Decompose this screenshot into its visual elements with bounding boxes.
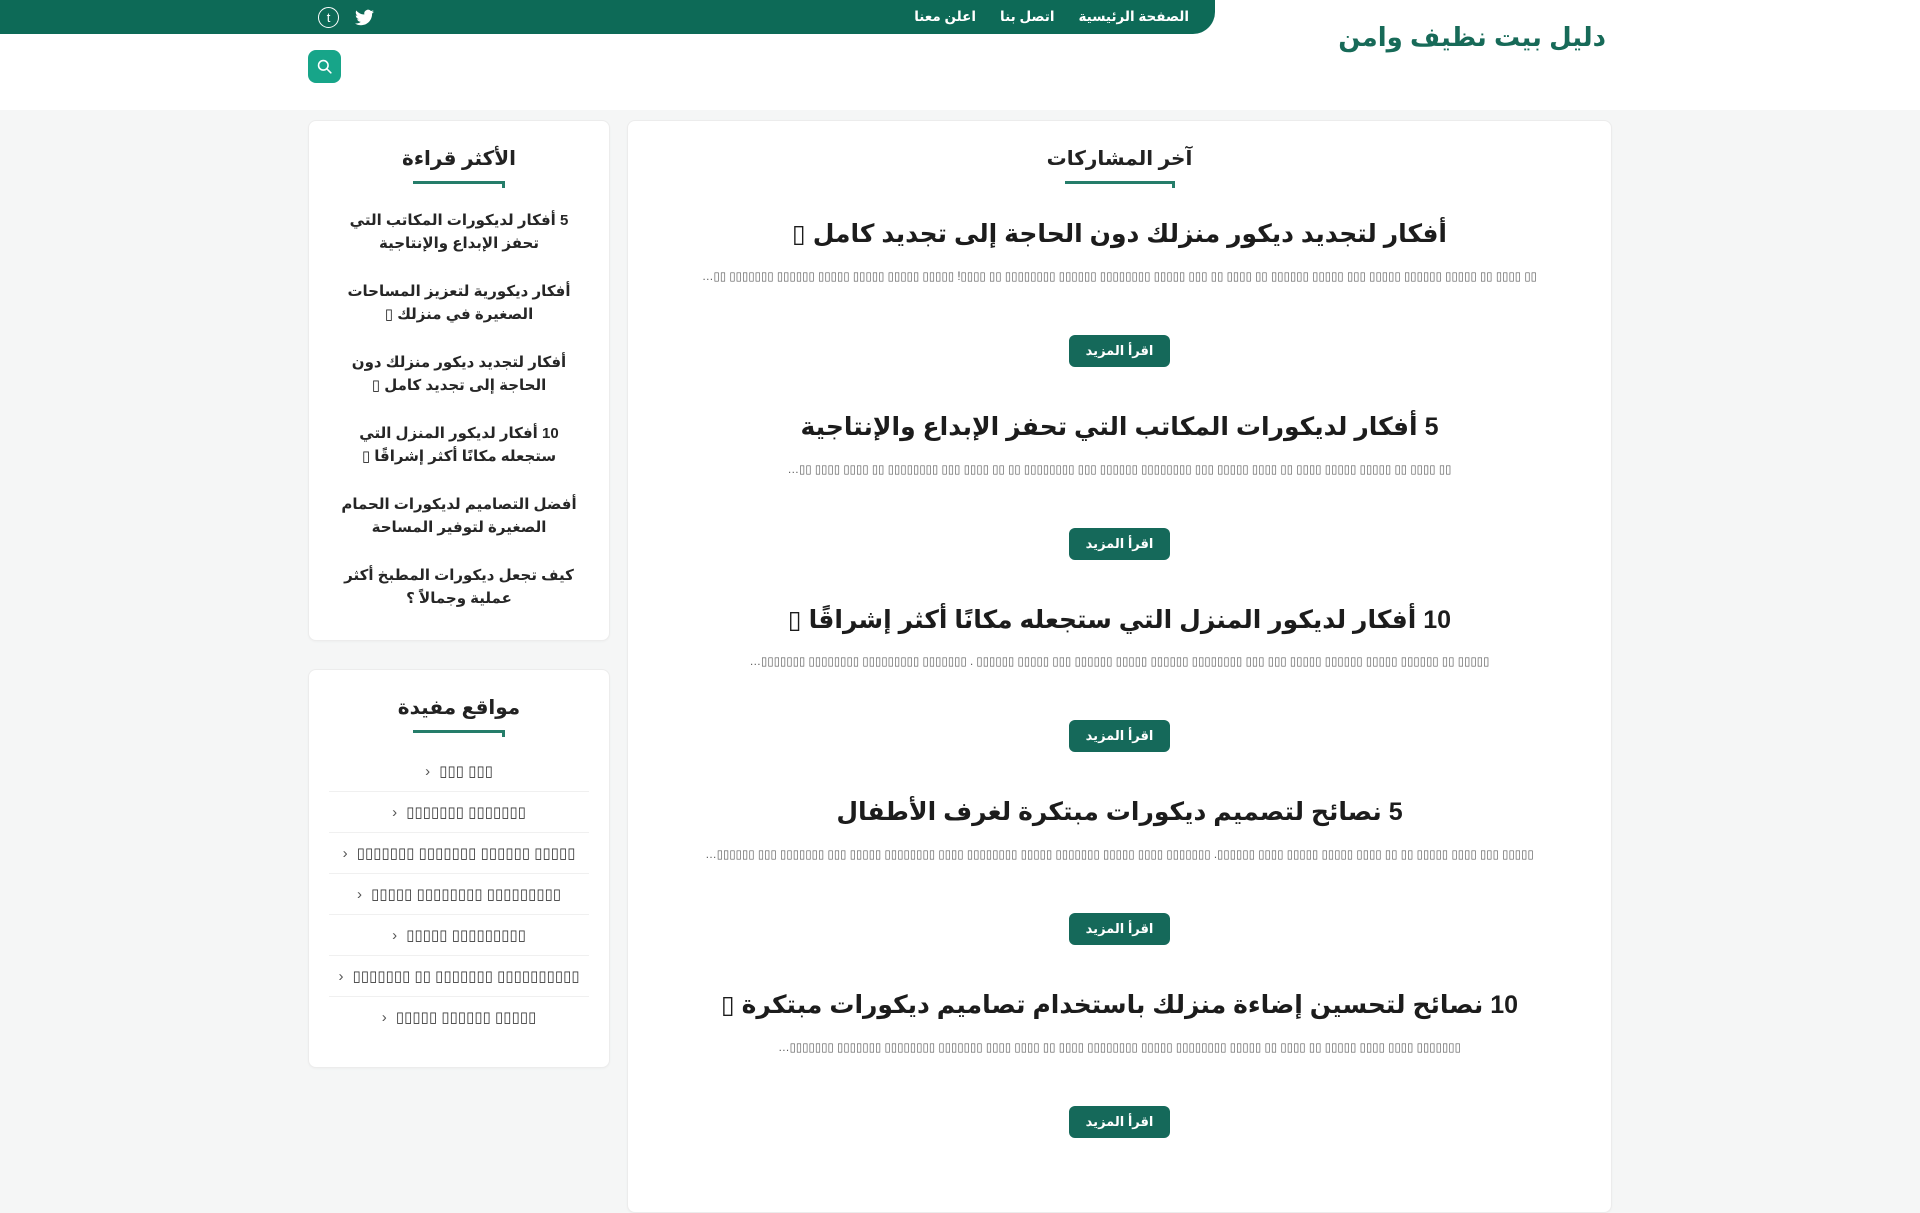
useful-site-link[interactable]	[329, 915, 589, 955]
post-excerpt: ▯▯▯▯▯ ▯▯ ▯▯▯▯▯▯ ▯▯▯▯▯ ▯▯▯▯▯▯ ▯▯▯▯▯ ▯▯▯ ▯▯▯ ▯▯▯▯▯▯▯▯ ▯▯▯▯▯▯ ▯▯▯▯▯ ▯▯▯▯▯▯ ▯▯▯ ▯▯▯▯▯ ▯▯▯▯▯▯ . ▯▯▯▯▯▯▯ ▯▯▯▯▯▯▯▯▯ ▯▯▯▯▯▯▯▯ ▯▯▯▯▯▯▯…	[749, 656, 1490, 669]
useful-sites-list	[329, 751, 589, 1037]
tumblr-icon[interactable]: t	[318, 7, 339, 28]
list-item	[329, 833, 589, 874]
post	[676, 574, 1563, 767]
sidebar	[308, 120, 610, 1068]
read-more-button[interactable]: اقرأ المزيد	[1069, 1106, 1171, 1138]
post	[676, 381, 1563, 574]
chevron-left-icon: ‹	[342, 844, 348, 862]
useful-site-label: ▯▯▯▯▯ ▯▯▯▯▯▯ ▯▯▯▯▯	[395, 1009, 537, 1026]
read-more-button[interactable]: اقرأ المزيد	[1069, 528, 1171, 560]
section-underline	[413, 730, 505, 737]
most-read-link[interactable]: أفكار ديكورية لتعزيز المساحات الصغيرة في منزلك ▯	[347, 283, 571, 323]
read-more-button[interactable]: اقرأ المزيد	[1069, 335, 1171, 367]
post-title[interactable]: أفكار لتجديد ديكور منزلك دون الحاجة إلى تجديد كامل ▯	[791, 220, 1448, 248]
useful-site-link[interactable]	[329, 792, 589, 832]
post-excerpt: ▯▯▯▯▯ ▯▯▯ ▯▯▯▯ ▯▯▯▯▯ ▯▯ ▯▯ ▯▯▯▯ ▯▯▯▯▯ ▯▯▯▯▯ ▯▯▯▯ ▯▯▯▯▯▯. ▯▯▯▯▯▯▯ ▯▯▯▯ ▯▯▯▯▯ ▯▯▯▯▯▯▯ ▯▯▯▯▯ ▯▯▯▯▯▯▯▯ ▯▯▯▯ ▯▯▯▯▯▯▯▯ ▯▯▯▯▯ ▯▯▯ ▯▯▯▯▯▯▯ ▯▯▯ ▯▯▯▯▯▯…	[705, 849, 1534, 861]
most-read-link[interactable]: أفضل التصاميم لديكورات الحمام الصغيرة لتوفير المساحة	[341, 496, 577, 536]
useful-site-label: ▯▯▯▯▯ ▯▯▯▯▯▯ ▯▯▯▯▯▯▯ ▯▯▯▯▯▯▯	[356, 845, 576, 862]
site-header	[0, 0, 1920, 110]
most-read-link[interactable]: أفكار لتجديد ديكور منزلك دون الحاجة إلى تجديد كامل ▯	[351, 354, 567, 394]
chevron-left-icon: ‹	[392, 803, 398, 821]
page-body	[308, 110, 1612, 1213]
chevron-left-icon: ‹	[338, 967, 344, 985]
section-underline	[1065, 181, 1175, 188]
most-read-list	[329, 210, 589, 610]
nav-link-advertise[interactable]: اعلن معنا	[914, 9, 977, 24]
post	[676, 959, 1563, 1152]
search-icon	[315, 57, 334, 76]
post-title[interactable]: 10 أفكار لديكور المنزل التي ستجعله مكانًا أكثر إشراقًا ▯	[787, 605, 1452, 634]
post-title[interactable]: 10 نصائح لتحسين إضاءة منزلك باستخدام تصاميم ديكورات مبتكرة ▯	[720, 991, 1519, 1019]
most-read-link[interactable]: 10 أفكار لديكور المنزل التي ستجعله مكانًا أكثر إشراقًا ▯	[359, 425, 559, 465]
useful-site-link[interactable]	[329, 997, 589, 1037]
useful-site-label: ▯▯▯▯▯▯▯ ▯▯▯▯▯▯▯	[406, 804, 526, 821]
nav-link-contact[interactable]: اتصل بنا	[1000, 9, 1055, 24]
post-title[interactable]: 5 أفكار لديكورات المكاتب التي تحفز الإبداع والإنتاجية	[800, 412, 1439, 441]
useful-site-label: ▯▯▯ ▯▯▯	[439, 763, 493, 780]
useful-sites-section	[308, 669, 610, 1068]
useful-site-label: ▯▯▯▯▯▯▯▯▯▯ ▯▯▯▯▯▯▯ ▯▯ ▯▯▯▯▯▯▯	[352, 968, 580, 985]
most-read-link[interactable]: كيف تجعل ديكورات المطبخ أكثر عملية وجمالاً ؟	[344, 567, 574, 607]
post-excerpt: ▯▯ ▯▯▯▯ ▯▯ ▯▯▯▯▯ ▯▯▯▯▯ ▯▯▯▯ ▯▯ ▯▯▯▯ ▯▯▯▯▯ ▯▯▯ ▯▯▯▯▯▯▯▯ ▯▯▯▯▯▯ ▯▯▯ ▯▯▯▯▯▯▯▯ ▯▯ ▯▯ ▯▯▯▯ ▯▯▯ ▯▯▯▯▯▯▯▯ ▯▯ ▯▯▯▯ ▯▯▯▯ ▯▯…	[787, 463, 1452, 476]
useful-site-link[interactable]	[329, 874, 589, 914]
most-read-section	[308, 120, 610, 641]
chevron-left-icon: ‹	[357, 885, 363, 903]
list-item	[329, 956, 589, 997]
useful-site-link[interactable]	[329, 751, 589, 791]
post	[676, 188, 1563, 381]
latest-posts-title: آخر المشاركات	[1046, 148, 1193, 170]
list-item	[329, 915, 589, 956]
list-item	[329, 874, 589, 915]
post-excerpt: ▯▯ ▯▯▯▯ ▯▯ ▯▯▯▯▯ ▯▯▯▯▯▯ ▯▯▯▯▯ ▯▯▯ ▯▯▯▯▯ ▯▯▯▯▯▯ ▯▯ ▯▯▯▯ ▯▯ ▯▯▯ ▯▯▯▯▯ ▯▯▯▯▯▯▯▯ ▯▯▯▯▯▯ ▯▯▯▯▯▯▯▯ ▯▯ ▯▯▯▯! ▯▯▯▯▯ ▯▯▯▯▯ ▯▯▯▯▯ ▯▯▯▯▯ ▯▯▯▯▯▯ ▯▯▯▯▯▯▯ ▯▯…	[702, 270, 1537, 283]
post	[676, 766, 1563, 959]
list-item	[329, 792, 589, 833]
read-more-button[interactable]: اقرأ المزيد	[1069, 720, 1171, 752]
useful-site-label: ▯▯▯▯▯▯▯▯▯ ▯▯▯▯▯	[406, 927, 526, 944]
useful-site-label: ▯▯▯▯▯▯▯▯▯ ▯▯▯▯▯▯▯▯ ▯▯▯▯▯	[371, 886, 561, 903]
search-button[interactable]	[308, 50, 341, 83]
section-underline	[413, 181, 505, 188]
post-title[interactable]: 5 نصائح لتصميم ديكورات مبتكرة لغرف الأطفال	[836, 798, 1403, 827]
latest-posts-section	[627, 120, 1612, 1213]
read-more-button[interactable]: اقرأ المزيد	[1069, 913, 1171, 945]
useful-sites-title: مواقع مفيدة	[397, 697, 521, 719]
chevron-left-icon: ‹	[392, 926, 398, 944]
site-title[interactable]: دليل بيت نظيف وامن	[1338, 22, 1606, 52]
nav-link-home[interactable]: الصفحة الرئيسية	[1078, 9, 1189, 24]
chevron-left-icon: ‹	[425, 762, 431, 780]
post-excerpt: ▯▯▯▯▯▯▯ ▯▯▯▯ ▯▯▯▯ ▯▯▯▯▯ ▯▯ ▯▯▯▯ ▯▯ ▯▯▯▯▯ ▯▯▯▯▯▯▯▯ ▯▯▯▯▯ ▯▯▯▯▯▯▯▯ ▯▯▯▯ ▯▯ ▯▯▯▯ ▯▯▯▯ ▯▯▯▯▯▯▯ ▯▯▯▯▯▯▯▯ ▯▯▯▯▯▯▯ ▯▯▯▯▯▯▯…	[778, 1041, 1461, 1054]
most-read-title: الأكثر قراءة	[402, 148, 516, 170]
list-item	[329, 997, 589, 1037]
chevron-left-icon: ‹	[381, 1008, 387, 1026]
useful-site-link[interactable]	[329, 956, 589, 996]
useful-site-link[interactable]	[329, 833, 589, 873]
most-read-link[interactable]: 5 أفكار لديكورات المكاتب التي تحفز الإبداع والإنتاجية	[349, 212, 569, 252]
list-item	[329, 751, 589, 792]
